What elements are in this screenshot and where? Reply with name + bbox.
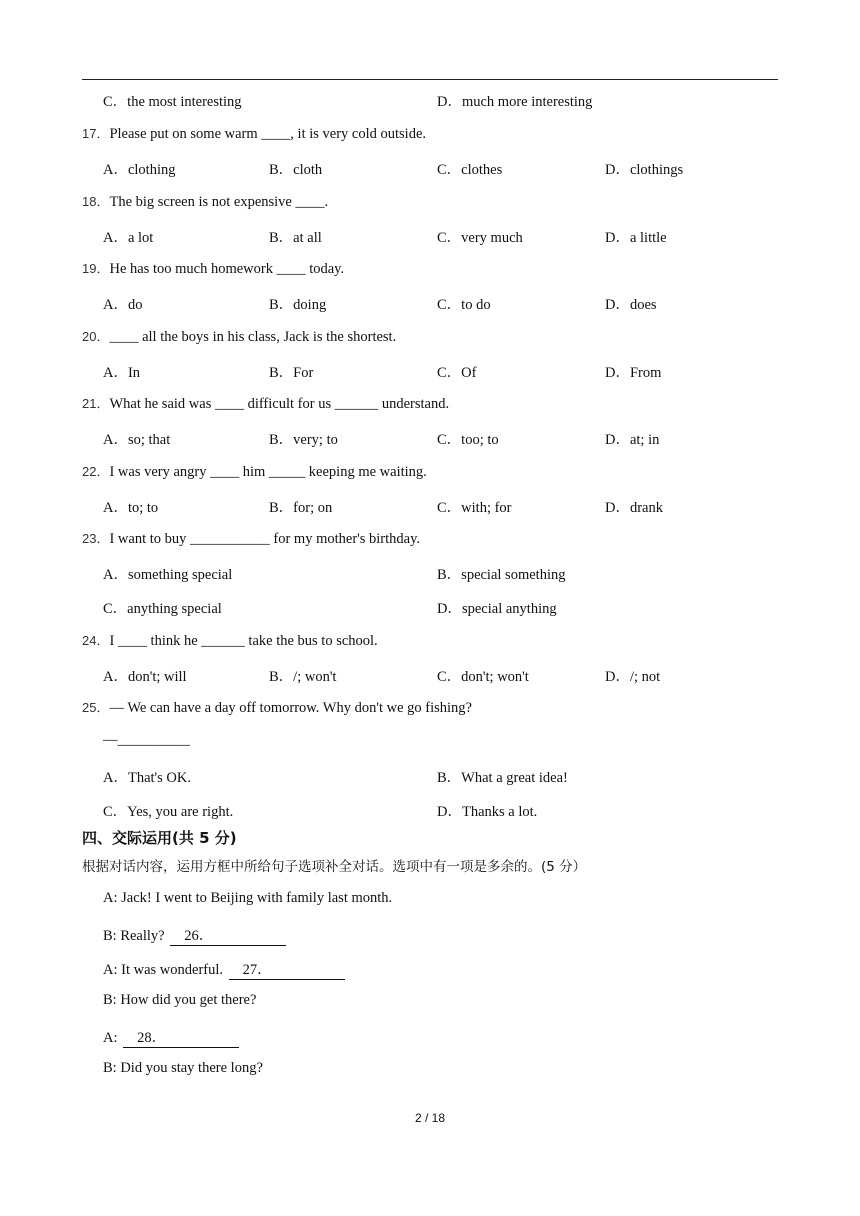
q16-option-d: D．much more interesting [437,94,593,110]
question-text: I ____ think he ______ take the bus to school. [109,633,378,649]
q17-option-c: C．clothes [437,162,503,178]
question-number: 23． [82,531,110,546]
question-number: 19． [82,261,110,276]
question-22 [82,461,427,481]
question-18 [82,191,328,211]
q24-option-c: C．don't; won't [437,669,529,685]
answer-blank-26: 26． [170,924,286,946]
q18-option-a: A．a lot [103,230,154,246]
dialogue-line [103,924,286,946]
q24-option-a: A．don't; will [103,669,187,685]
dialogue-line [103,1060,263,1077]
question-23 [82,528,420,548]
q22-option-b: B．for; on [269,500,333,516]
q21-option-d: D．at; in [605,432,660,448]
q19-option-d: D．does [605,297,657,313]
q24-option-d: D．/; not [605,669,661,685]
q21-option-a: A．so; that [103,432,171,448]
header-rule [82,79,778,80]
q21-option-b: B．very; to [269,432,338,448]
dialogue-text: A: Jack! I went to Beijing with family last month. [103,890,393,906]
question-text: Please put on some warm ____, it is very cold outside. [109,126,427,142]
dialogue-text: B: Really? [103,928,169,944]
dialogue-text: A: It was wonderful. [103,962,227,978]
answer-blank-27: 27． [229,958,345,980]
question-number: 17． [82,126,110,141]
q25-option-d: D．Thanks a lot. [437,804,538,820]
question-text: The big screen is not expensive ____. [109,194,329,210]
q23-option-d: D．special anything [437,601,557,617]
section-title: 四、交际运用(共 5 分) [82,829,237,847]
question-text: I want to buy ___________ for my mother's birthday. [109,531,421,547]
dialogue-line [103,992,256,1009]
q22-option-d: D．drank [605,500,663,516]
q25-option-c: C．Yes, you are right. [103,804,234,820]
page-number: 2 / 18 [414,1111,446,1125]
dialogue-text: A: [103,1030,122,1046]
q19-option-a: A．do [103,297,143,313]
q17-option-a: A．clothing [103,162,176,178]
q22-option-c: C．with; for [437,500,512,516]
section-instruction: 根据对话内容，运用方框中所给句子选项补全对话。选项中有一项是多余的。(5 分） [82,859,587,875]
question-17 [82,123,426,143]
q20-option-d: D．From [605,365,662,381]
q17-option-b: B．cloth [269,162,323,178]
question-text: He has too much homework ____ today. [109,261,345,277]
dialogue-line [103,890,392,907]
question-text: I was very angry ____ him _____ keeping me waiting. [109,464,427,480]
question-text: ____ all the boys in his class, Jack is the shortest. [109,329,397,345]
question-text: — We can have a day off tomorrow. Why don't we go fishing? [109,700,472,716]
question-number: 24． [82,633,110,648]
q18-option-d: D．a little [605,230,667,246]
q22-option-a: A．to; to [103,500,159,516]
question-19 [82,258,344,278]
q23-option-b: B．special something [437,567,566,583]
question-number: 21． [82,396,110,411]
question-number: 18． [82,194,110,209]
q20-option-c: C．Of [437,365,477,381]
q20-option-a: A．In [103,365,141,381]
question-number: 25． [82,700,110,715]
q19-option-c: C．to do [437,297,491,313]
q23-option-c: C．anything special [103,601,222,617]
dialogue-line [103,958,345,980]
q25-reply-blank: —__________ [103,732,190,748]
q19-option-b: B．doing [269,297,327,313]
q20-option-b: B．For [269,365,314,381]
dialogue-line [103,1026,239,1048]
q16-option-c: C．the most interesting [103,94,242,110]
question-20 [82,326,396,346]
q25-option-a: A．That's OK. [103,770,191,786]
question-number: 22． [82,464,110,479]
question-number: 20． [82,329,110,344]
q24-option-b: B．/; won't [269,669,337,685]
question-21 [82,393,449,413]
q18-option-c: C．very much [437,230,523,246]
dialogue-text: B: Did you stay there long? [103,1060,263,1076]
q21-option-c: C．too; to [437,432,499,448]
q23-option-a: A．something special [103,567,233,583]
q18-option-b: B．at all [269,230,322,246]
question-text: What he said was ____ difficult for us ______ understand. [109,396,450,412]
dialogue-text: B: How did you get there? [103,992,257,1008]
answer-blank-28: 28． [123,1026,239,1048]
q25-option-b: B．What a great idea! [437,770,568,786]
question-24 [82,630,378,650]
q17-option-d: D．clothings [605,162,684,178]
question-25 [82,697,472,717]
